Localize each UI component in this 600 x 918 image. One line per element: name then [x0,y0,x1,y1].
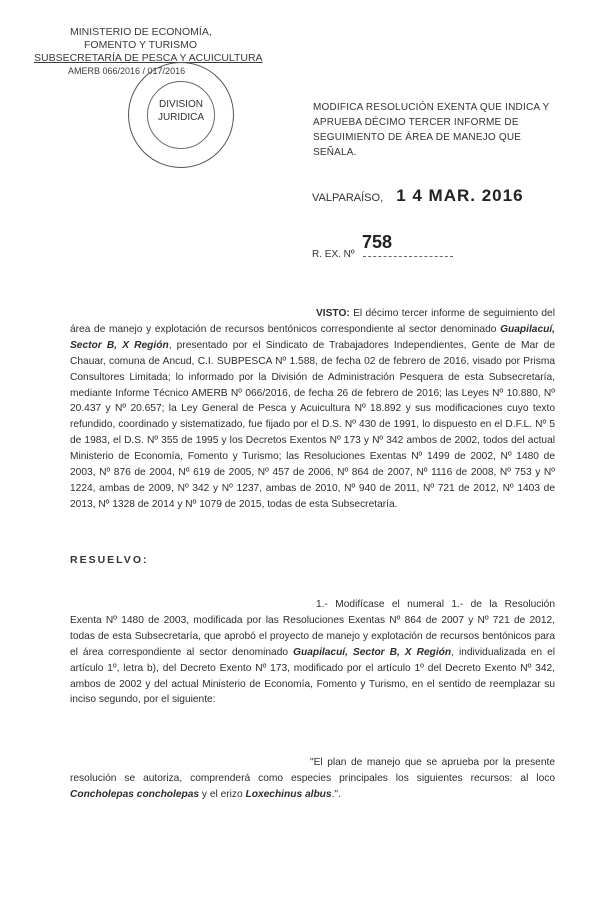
visto-paragraph [70,306,555,513]
visto-text-1: El décimo tercer informe de seguimiento del área de manejo y explotación de recursos bentónicos correspondiente al sector denominado [70,308,555,335]
article-1-paragraph [70,597,555,708]
visto-heading: VISTO: [316,308,350,319]
resuelvo-heading: RESUELVO: [70,554,149,566]
quoted-text-2: y el erizo [199,788,246,800]
quoted-text-3: .". [331,788,341,800]
letterhead-subsecretaria: SUBSECRETARÍA DE PESCA Y ACUICULTURA [34,52,263,64]
quoted-paragraph [70,755,555,803]
resolution-number: 758 [362,232,393,252]
article-1-place: Guapilacuí, Sector B, X Región [293,646,452,658]
resolution-label: R. EX. Nº [312,249,355,260]
article-1-text-1: 1.- Modifícase el numeral 1.- de la Resolución Exenta Nº 1480 de 2003, modificada por las Resoluciones Exentas Nº 864 de 2007 y Nº 721 de 2012, todas de esta Subsecretaría, que aprobó el proyecto de manejo y explotación de recursos bentónicos para el área correspondiente al sector denominado [70,599,555,658]
date-line [312,186,524,206]
visto-place: Guapilacuí, Sector B, X Región [70,323,555,351]
stamp-line-1: DIVISION [159,99,203,110]
species-1: Concholepas concholepas [70,788,200,800]
date-stamp: 1 4 MAR. 2016 [396,186,524,205]
division-juridica-stamp [128,62,234,168]
document-title: MODIFICA RESOLUCIÓN EXENTA QUE INDICA Y APRUEBA DÉCIMO TERCER INFORME DE SEGUIMIENTO DE ÁREA DE MANEJO QUE SEÑALA. [313,102,550,158]
visto-text-2: , presentado por el Sindicato de Trabajadores Independientes, Gente de Mar de Chauar, comuna de Ancud, C.I. SUBPESCA Nº 1.588, de fecha 02 de febrero de 2016, visado por Prisma Consultores Limitada; lo informado por la División de Administración Pesquera de esta Subsecretaría, mediante Informe Técnico AMERB Nº 066/2016, de fecha 26 de febrero de 2016; las Leyes Nº 10.880, Nº 20.437 y Nº 20.657; la Ley General de Pesca y Acuicultura Nº 18.892 y sus modificaciones cuyo texto refundido, coordinado y sistematizado, fue fijado por el D.S. Nº 430 de 1991, lo dispuesto en el D.F.L. Nº 5 de 1983, el D.S. Nº 355 de 1995 y los Decretos Exentos Nº 173 y Nº 342 ambos de 2002, todos del actual Ministerio de Economía, Fomento y Turismo; las Resoluciones Exentas Nº 1499 de 2002, Nº 1480 de 2003, Nº 876 de 2004, Nº 619 de 2005, Nº 457 de 2006, Nº 864 de 2007, Nº 1116 de 2008, Nº 753 y Nº 1224, ambas de 2009, Nº 342 y Nº 1237, ambas de 2010, Nº 940 de 2011, Nº 721 de 2012, Nº 1403 de 2013, Nº 1328 de 2014 y Nº 1079 de 2015, todas de esta Subsecretaría. [70,339,556,510]
resolution-number-line [312,232,453,260]
letterhead-ministry: MINISTERIO DE ECONOMÍA, [70,26,212,38]
species-2: Loxechinus albus [245,788,332,800]
stamp-line-2: JURIDICA [157,112,205,123]
letterhead-ministry-2: FOMENTO Y TURISMO [84,39,197,51]
article-1-text-2: , individualizada en el artículo 1º, letra b), del Decreto Exento Nº 173, modificado por el artículo 1º del Decreto Exento Nº 342, ambos de 2002 y del actual Ministerio de Economía, Fomento y Turismo, en el sentido de reemplazar su inciso segundo, por el siguiente: [70,646,556,706]
quoted-text-1: "El plan de manejo que se aprueba por la presente resolución se autoriza, comprenderá como especies principales los siguientes recursos: al loco [70,757,555,784]
date-place: VALPARAÍSO, [312,192,384,204]
letterhead-reference: AMERB 066/2016 / 017/2016 [68,66,186,76]
